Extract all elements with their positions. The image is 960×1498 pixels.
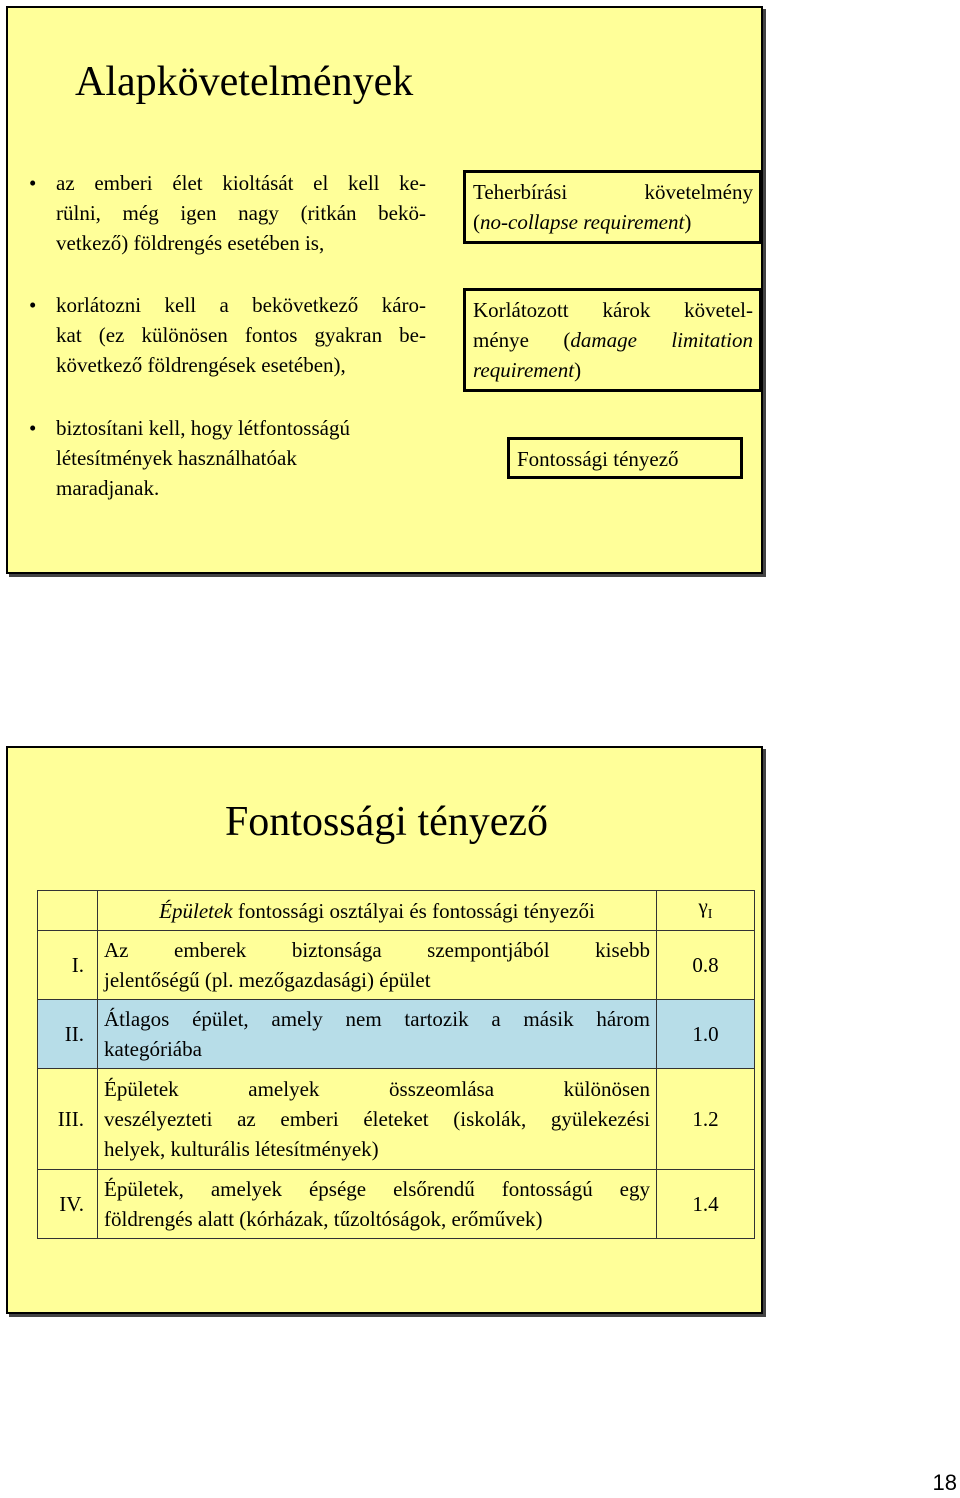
importance-class-table [37, 890, 755, 1239]
class-cell: III. [38, 1069, 98, 1170]
paren: ) [574, 358, 582, 382]
no-collapse-requirement-box [463, 170, 762, 244]
slide-alapkovetelmenyek [6, 6, 763, 574]
description-line: helyek, kulturális létesítmények) [104, 1137, 379, 1162]
bullet-dot: • [29, 171, 37, 195]
bullet-dot: • [29, 293, 37, 317]
slide1-title: Alapkövetelmények [75, 59, 414, 105]
bullet-line: rülni, még igen nagy (ritkán bekö- [56, 201, 426, 225]
bullet-line: biztosítani kell, hogy létfontosságú [56, 416, 350, 440]
importance-factor-box [507, 437, 743, 479]
header-text: fontossági osztályai és fontossági tényezői [232, 898, 595, 923]
bullet-line: maradjanak. [56, 476, 160, 500]
table-row [38, 1069, 755, 1170]
description-line: földrengés alatt (kórházak, tűzoltóságok, erőművek) [104, 1207, 543, 1232]
table-header-row [38, 891, 755, 931]
description-line: Épületek amelyek összeomlása különösen [104, 1077, 650, 1102]
header-italic: Épületek [159, 898, 233, 923]
gamma-cell: 0.8 [657, 931, 755, 1000]
english-term: damage limitation [570, 328, 753, 352]
header-gamma-cell [657, 891, 755, 931]
gamma-cell: 1.2 [657, 1069, 755, 1170]
english-term: requirement [473, 358, 575, 382]
gamma-cell: 1.0 [657, 1000, 755, 1069]
box-line [473, 325, 753, 355]
bullet-line: vetkező) földrengés esetében is, [56, 231, 325, 255]
bullet-dot: • [29, 416, 37, 440]
description-cell [98, 1170, 657, 1239]
description-line: Átlagos épület, amely nem tartozik a másik három [104, 1007, 650, 1032]
table-row [38, 1000, 755, 1069]
description-line: Épületek, amelyek épsége elsőrendű fontosságú egy [104, 1177, 650, 1202]
paren: ) [684, 210, 692, 234]
bullet-line: következő földrengések esetében), [56, 353, 346, 377]
table-row [38, 931, 755, 1000]
box-line [473, 355, 753, 385]
table-row [38, 1170, 755, 1239]
class-cell: IV. [38, 1170, 98, 1239]
class-cell: II. [38, 1000, 98, 1069]
bullet-item [26, 168, 426, 258]
gamma-cell: 1.4 [657, 1170, 755, 1239]
description-line: kategóriába [104, 1037, 202, 1062]
bullet-line: létesítmények használhatóak [56, 446, 297, 470]
bullet-item [26, 290, 426, 380]
requirements-list [26, 168, 426, 503]
bullet-line: kat (ez különösen fontos gyakran be- [56, 323, 426, 347]
damage-limitation-requirement-box [463, 288, 762, 392]
english-term: no-collapse requirement [480, 210, 685, 234]
gamma-subscript: I [707, 907, 713, 923]
box-line: Teherbírási követelmény [473, 180, 753, 204]
description-cell [98, 1069, 657, 1170]
description-cell [98, 1000, 657, 1069]
slide-fontossagi-tenyezo [6, 746, 763, 1314]
paren: ( [473, 210, 480, 234]
gamma-symbol: γ [698, 894, 708, 918]
header-description-cell [98, 891, 657, 931]
description-line: veszélyezteti az emberi életeket (iskolák, gyülekezési [104, 1107, 650, 1132]
description-line: Az emberek biztonsága szempontjából kisebb [104, 938, 650, 963]
box-text: ménye ( [473, 328, 571, 352]
class-cell: I. [38, 931, 98, 1000]
header-empty-cell [38, 891, 98, 931]
description-cell [98, 931, 657, 1000]
slide2-title: Fontossági tényező [224, 799, 549, 845]
bullet-line: az emberi élet kioltását el kell ke- [56, 171, 426, 195]
bullet-item [26, 413, 426, 503]
box-line [473, 207, 753, 237]
box-text: Fontossági tényező [517, 447, 679, 471]
bullet-line: korlátozni kell a bekövetkező káro- [56, 293, 426, 317]
description-line: jelentőségű (pl. mezőgazdasági) épület [104, 968, 431, 993]
page-number: 18 [932, 1470, 957, 1495]
box-line: Korlátozott károk követel- [473, 298, 753, 322]
